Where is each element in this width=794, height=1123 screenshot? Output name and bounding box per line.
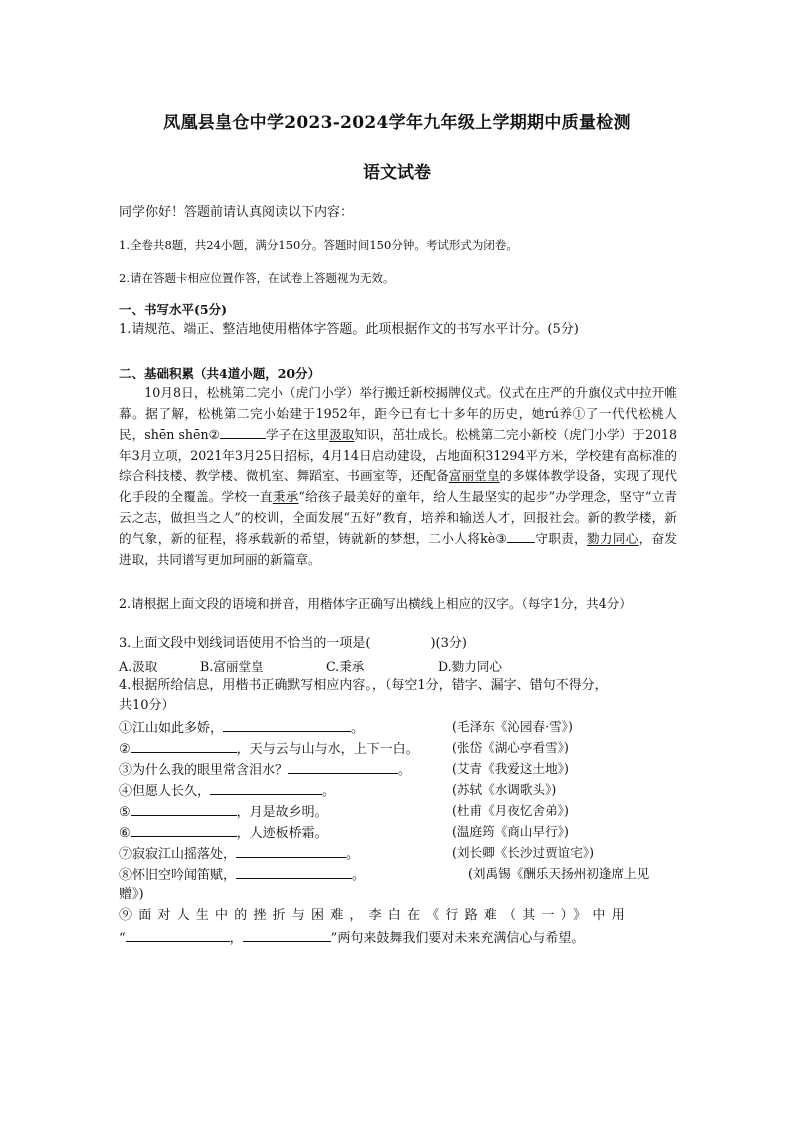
question-3 bbox=[119, 634, 467, 654]
recite-prompt: ② bbox=[119, 742, 131, 757]
intro-greeting: 同学你好！答题前请认真阅读以下内容： bbox=[119, 205, 354, 220]
recite-prompt: ，人迹板桥霜。 bbox=[236, 826, 328, 841]
recite-source-cont: 赠》) bbox=[119, 887, 144, 902]
recite-item-7 bbox=[119, 843, 359, 865]
recite-item-8 bbox=[119, 864, 365, 886]
comma: ， bbox=[229, 931, 243, 946]
exam-subtitle: 语文试卷 bbox=[363, 163, 431, 183]
recite-item-9: ⑨面对人生中的挫折与困难，李白在《行路难（其一）》中用 bbox=[119, 908, 631, 923]
passage-text: 了一代代松桃人民， bbox=[119, 405, 677, 443]
underlined-word: 秉承 bbox=[272, 488, 299, 504]
recite-item-1 bbox=[119, 717, 364, 739]
recite-source: (毛泽东《沁园春·雪》) bbox=[452, 719, 573, 734]
option-a: A.汲取 bbox=[119, 659, 158, 674]
question-2: 2.请根据上面文段的语境和拼音，用楷体字正确写出横线上相应的汉字。（每字1分，共4分） bbox=[119, 596, 632, 611]
recite-source: (张岱《湖心亭看雪》) bbox=[452, 740, 569, 755]
exam-title: 凤凰县皇仓中学2023-2024学年九年级上学期期中质量检测 bbox=[163, 113, 631, 133]
intro-rule-1: 1.全卷共8题，共24小题，满分150分。答题时间150分钟。考试形式为闭卷。 bbox=[119, 238, 518, 252]
recite-source: (艾青《我爱这土地》) bbox=[452, 761, 569, 776]
recite-item-9-cont bbox=[119, 927, 584, 949]
recite-source: (温庭筠《商山早行》) bbox=[452, 824, 569, 839]
recite-source: (刘禹锡《酬乐天扬州初逢席上见 bbox=[468, 866, 650, 881]
recite-prompt: ⑥ bbox=[119, 826, 131, 841]
intro-rule-2: 2.请在答题卡相应位置作答，在试卷上答题视为无效。 bbox=[119, 271, 395, 285]
recite-source: (杜甫《月夜忆舍弟》) bbox=[452, 803, 569, 818]
option-b: B.富丽堂皇 bbox=[200, 659, 264, 674]
question-1: 1.请规范、端正、整洁地使用楷体字答题。此项根据作文的书写水平计分。(5分) bbox=[119, 322, 579, 337]
answer-blank[interactable] bbox=[223, 717, 351, 732]
answer-blank[interactable] bbox=[243, 927, 331, 942]
passage-text: 知识，茁壮成长。松桃第二完小新校（虎门小学）于2018年3月立项，2021年3月25日招标，4月14日启动建设，占地面积31294平方米，学校建有高标准的综合科技楼、教学楼、微机室、舞蹈室、书画室等，还配备 bbox=[119, 427, 677, 484]
passage-text: ，奋发进取，共同谱写更加珂丽的新篇章。 bbox=[119, 531, 678, 567]
passage-text: 的多媒体教学设备，实现了现代化手段的全覆盖。学校一直 bbox=[119, 468, 678, 504]
recite-item-5 bbox=[119, 801, 328, 823]
pinyin-1: rú养① bbox=[544, 405, 586, 421]
underlined-word: 汲取 bbox=[329, 427, 355, 443]
passage-text: 学子在这里 bbox=[265, 427, 330, 443]
section-1-heading: 一、书写水平(5分) bbox=[119, 302, 228, 317]
passage-text: 守职责， bbox=[535, 531, 588, 547]
underlined-word: 勠力同心 bbox=[587, 531, 639, 547]
pinyin-3: kè③ bbox=[480, 531, 508, 547]
recite-item-2 bbox=[119, 738, 419, 760]
answer-blank[interactable] bbox=[131, 801, 237, 816]
answer-blank[interactable] bbox=[236, 843, 346, 858]
question-3-stem: 3.上面文段中划线词语使用不恰当的一项是( bbox=[119, 636, 371, 651]
recite-prompt: 。 bbox=[351, 721, 365, 736]
answer-blank[interactable] bbox=[131, 738, 237, 753]
quote-mark: “ bbox=[119, 931, 126, 946]
recite-prompt: 。 bbox=[346, 847, 360, 862]
recite-prompt: 。 bbox=[398, 763, 412, 778]
recite-prompt: ，天与云与山与水，上下一白。 bbox=[236, 742, 419, 757]
answer-blank[interactable] bbox=[131, 822, 237, 837]
recite-source: (刘长卿《长沙过贾谊宅》) bbox=[452, 845, 595, 860]
recite-prompt: ④但愿人长久， bbox=[119, 784, 211, 799]
option-d: D.勠力同心 bbox=[438, 659, 503, 674]
answer-blank[interactable] bbox=[507, 528, 535, 543]
answer-blank[interactable] bbox=[210, 780, 322, 795]
option-c: C.秉承 bbox=[326, 659, 365, 674]
passage-text: “给孩子最美好的童年，给人生最坚实的起步”办学理念，坚守“立青云之志，做担当之人”的校训，全面发展“五好”教育，培养和输送人才，回报社会。新的教学楼，新的气象，新的征程，将承载新的希望，铸就新的梦想，二小人将 bbox=[119, 488, 677, 547]
answer-blank[interactable] bbox=[220, 424, 266, 439]
recite-item-3 bbox=[119, 759, 411, 781]
recite-prompt: ⑧怀旧空吟闻笛赋， bbox=[119, 868, 237, 883]
section-2-heading: 二、基础积累（共4道小题，20分） bbox=[119, 366, 321, 381]
recite-item-4 bbox=[119, 780, 335, 802]
question-3-score: )(3分) bbox=[430, 636, 467, 651]
passage-text: 10月8日，松桃第二完小（虎门小学）举行搬迁新校揭牌仪式。仪式在庄严的升旗仪式中拉开帷幕。据了解，松桃第二完小始建于1952年，距今已有七十多年的历史，她 bbox=[119, 385, 677, 421]
recite-prompt: 。 bbox=[352, 868, 366, 883]
recite-source: (苏轼《水调歌头》) bbox=[452, 782, 557, 797]
recite-prompt: ”两句来鼓舞我们要对未来充满信心与希望。 bbox=[330, 931, 585, 946]
recite-prompt: ③为什么我的眼里常含泪水？ bbox=[119, 763, 289, 778]
underlined-word: 富丽堂皇 bbox=[448, 468, 500, 484]
recite-prompt: ，月是故乡明。 bbox=[236, 805, 328, 820]
recite-prompt: ①江山如此多娇， bbox=[119, 721, 224, 736]
recite-prompt: ⑤ bbox=[119, 805, 131, 820]
question-4-stem: 4.根据所给信息，用楷书正确默写相应内容。，（每空1分，错字、漏字、错句不得分， bbox=[119, 678, 608, 693]
recite-item-6 bbox=[119, 822, 328, 844]
reading-passage bbox=[119, 383, 677, 570]
answer-blank[interactable] bbox=[236, 864, 352, 879]
recite-prompt: ⑦寂寂江山摇落处， bbox=[119, 847, 237, 862]
answer-blank[interactable] bbox=[288, 759, 398, 774]
recite-prompt: 。 bbox=[322, 784, 336, 799]
question-4-stem-cont: 共10分） bbox=[119, 698, 175, 713]
pinyin-2: shēn shēn② bbox=[144, 427, 220, 443]
answer-blank[interactable] bbox=[126, 927, 230, 942]
